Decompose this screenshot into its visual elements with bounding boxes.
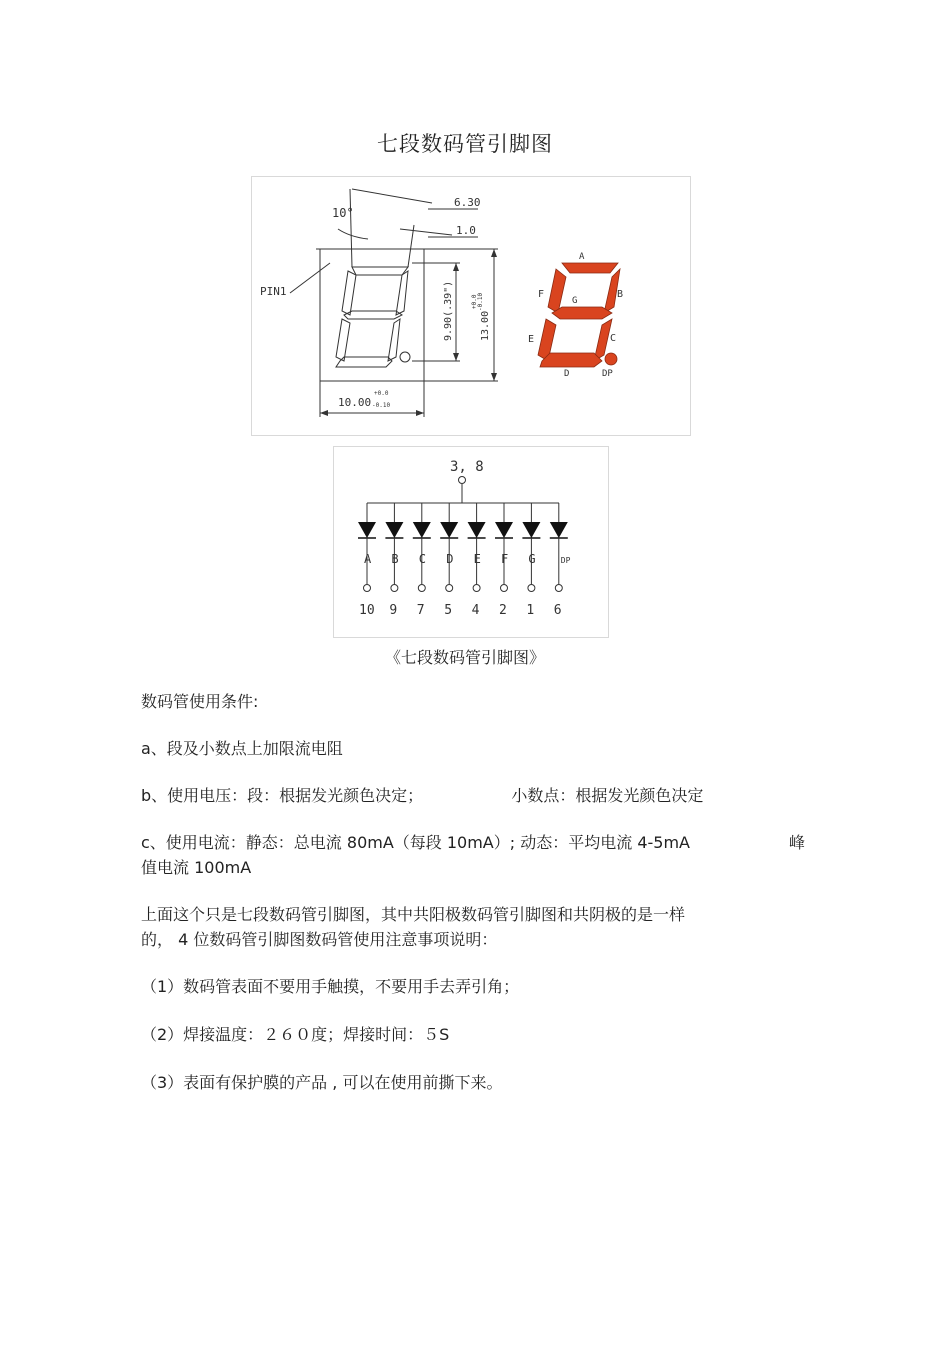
condition-a: a、段及小数点上加限流电阻 (141, 739, 343, 758)
angle-label: 10° (332, 206, 354, 220)
tol-width-bottom: -0.10 (372, 402, 391, 409)
diode-c (413, 522, 431, 538)
pin-node (555, 585, 562, 592)
pin-node (528, 585, 535, 592)
tol-outer-height-top: +0.0 (471, 294, 478, 309)
diode-e (468, 522, 486, 538)
segment-label-dp: DP (560, 556, 571, 565)
dim-width-label: 10.00 (338, 396, 372, 409)
dimension-drawing (252, 177, 690, 435)
seg-label-d: D (564, 369, 570, 379)
segment-label-c: C (418, 552, 427, 566)
segment-label-g: G (528, 552, 536, 566)
segment-label-e: E (473, 552, 481, 566)
segment-a (562, 263, 618, 273)
condition-c-peak: 峰 (788, 833, 805, 852)
pin-number: 6 (553, 603, 562, 618)
pin1-label: PIN1 (260, 285, 287, 298)
note-1: （1）数码管表面不要用手触摸，不要用手去弄引角； (141, 977, 520, 996)
dim-small-label: 1.0 (456, 224, 476, 237)
note-3: （3）表面有保护膜的产品 , 可以在使用前撕下来。 (141, 1073, 503, 1092)
segment-label-d: D (446, 552, 454, 566)
segment-label-f: F (501, 552, 509, 566)
pin-node (446, 585, 453, 592)
dim-inner-height-label: 9.90(.39") (443, 280, 454, 341)
seg-label-dp: DP (602, 369, 613, 379)
diode-g (522, 522, 540, 538)
pin-node (418, 585, 425, 592)
diode-dp (550, 522, 568, 538)
pin-node (473, 585, 480, 592)
diode-b (385, 522, 403, 538)
pin-number: 5 (444, 603, 453, 618)
tol-width-top: +0.0 (374, 390, 389, 397)
seg-label-b: B (617, 289, 624, 300)
pin-node (391, 585, 398, 592)
condition-c-line2: 值电流 100mA (141, 858, 252, 877)
condition-c-line1: c、使用电流：静态：总电流 80mA（每段 10mA）; 动态：平均电流 4-5mA (141, 833, 690, 852)
paragraph-line1: 上面这个只是七段数码管引脚图，其中共阳极数码管引脚图和共阴极的是一样 (141, 905, 686, 924)
pin-number: 9 (389, 603, 398, 618)
seg-label-f: F (538, 289, 545, 300)
seg-label-c: C (610, 333, 617, 344)
segment-display (538, 263, 620, 367)
condition-b (141, 784, 703, 808)
dim-top-label: 6.30 (454, 196, 481, 209)
segment-f (548, 269, 566, 313)
seg-label-e: E (528, 334, 535, 345)
circuit-schematic (334, 447, 608, 637)
segment-d (540, 353, 602, 367)
condition-b-dp: 小数点：根据发光颜色决定 (511, 786, 704, 805)
condition-c (141, 831, 805, 855)
diode-f (495, 522, 513, 538)
tol-outer-height-bottom: -0.10 (477, 292, 484, 311)
segment-dp (605, 353, 617, 365)
pin-number: 2 (499, 603, 507, 618)
note-2: （2）焊接温度：２６０度；焊接时间：５S (141, 1025, 450, 1044)
dimension-figure (251, 176, 691, 436)
diode-a (358, 522, 376, 538)
figure-caption: 《七段数码管引脚图》 (384, 648, 545, 667)
seg-label-a: A (579, 252, 585, 262)
pin-number: 10 (359, 603, 375, 618)
common-pin-node (459, 477, 466, 484)
page-title: 七段数码管引脚图 (377, 132, 553, 156)
circuit-figure (333, 446, 609, 638)
segment-label-b: B (391, 552, 399, 566)
pin-number: 7 (416, 603, 425, 618)
diode-d (440, 522, 458, 538)
pin-number: 4 (471, 603, 480, 618)
common-pin-label: 3, 8 (450, 459, 484, 475)
pin-node (364, 585, 371, 592)
segment-g (552, 307, 612, 319)
paragraph-line2: 的， 4 位数码管引脚图数码管使用注意事项说明： (141, 930, 498, 949)
dim-outer-height-label: 13.00 (480, 310, 491, 341)
conditions-heading: 数码管使用条件: (141, 692, 259, 711)
seg-label-g: G (572, 296, 578, 306)
condition-b-segment: b、使用电压：段：根据发光颜色决定； (141, 786, 424, 805)
pin-node (501, 585, 508, 592)
segment-label-a: A (364, 552, 372, 566)
pin-number: 1 (526, 603, 535, 618)
